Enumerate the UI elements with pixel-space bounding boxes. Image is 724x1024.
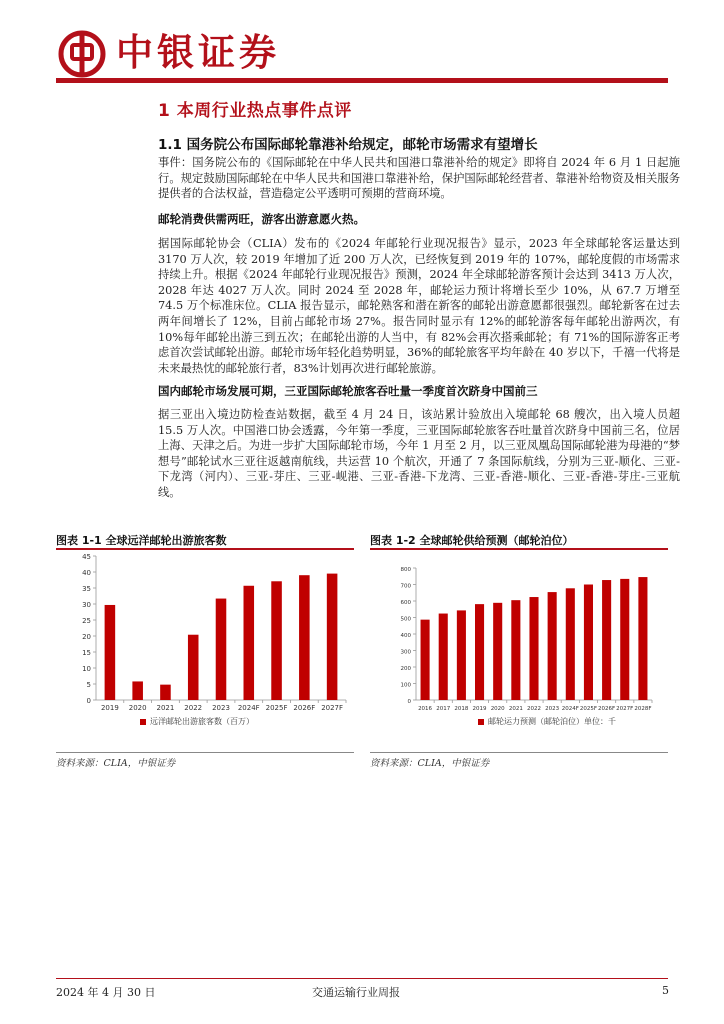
figure-1-legend-label: 远洋邮轮出游旅客数（百万） [150, 717, 254, 726]
bar-2020 [132, 681, 143, 700]
x-tick-label: 2026F [598, 706, 616, 712]
footer-page-number: 5 [662, 984, 669, 997]
bar-2017 [439, 614, 448, 700]
heading-sanya: 国内邮轮市场发展可期，三亚国际邮轮旅客吞吐量一季度首次跻身中国前三 [158, 384, 538, 398]
bar-2028F [638, 577, 647, 700]
x-tick-label: 2022 [527, 706, 541, 712]
figure-2-source: 资料来源：CLIA，中银证券 [370, 758, 490, 769]
bar-2025F [271, 581, 282, 700]
x-tick-label: 2025F [579, 706, 598, 712]
paragraph-event: 事件：国务院公布的《国际邮轮在中华人民共和国港口靠港补给的规定》即将自 2024 年 6 月 1 日起施行。规定鼓励国际邮轮在中华人民共和国港口靠港补给，保护国际邮轮经营者、靠港补给物资及相关服务提供者的合法权益，营造稳定公平透明可预期的营商环境。 [158, 156, 680, 201]
x-tick-label: 2019 [100, 704, 119, 712]
bar-2021 [511, 600, 520, 700]
y-tick-label: 15 [82, 649, 91, 657]
y-tick-label: 20 [82, 633, 91, 641]
bar-2019 [475, 604, 484, 700]
footer-report-name: 交通运输行业周报 [312, 986, 400, 999]
x-tick-label: 2019 [472, 706, 487, 712]
y-tick-label: 800 [400, 567, 411, 573]
y-tick-label: 600 [400, 600, 411, 606]
x-tick-label: 2027F [321, 704, 344, 712]
bar-2022 [529, 597, 538, 700]
x-tick-label: 2023 [212, 704, 230, 712]
x-tick-label: 2017 [436, 706, 451, 712]
bar-2023 [216, 599, 227, 700]
bar-2024F [566, 588, 575, 700]
bar-2020 [493, 603, 502, 700]
bar-2018 [457, 610, 466, 700]
bar-2025F [584, 585, 593, 701]
figure-1-bottom-rule [56, 752, 354, 753]
y-tick-label: 25 [82, 617, 91, 625]
bar-2022 [188, 635, 199, 700]
header-rule [56, 78, 668, 83]
x-tick-label: 2022 [184, 704, 203, 712]
brand-name: 中银证券 [116, 31, 280, 74]
section-subtitle: 1.1 国务院公布国际邮轮靠港补给规定，邮轮市场需求有望增长 [158, 137, 538, 153]
y-tick-label: 700 [400, 583, 411, 590]
x-tick-label: 2020 [490, 706, 505, 712]
bank-of-china-logo [58, 30, 106, 78]
legend-swatch [140, 719, 146, 725]
y-tick-label: 100 [400, 682, 411, 689]
figure-1-title: 图表 1-1 全球远洋邮轮出游旅客数 [56, 534, 227, 547]
bar-2021 [160, 685, 171, 700]
paragraph-sanya: 据三亚出入境边防检查站数据，截至 4 月 24 日，该站累计验放出入境邮轮 68 艘次，出入境人员超 15.5 万人次。中国港口协会透露，今年第一季度，三亚国际邮轮旅客吞吐量首次跻身中国前三名，位居上海、天津之后。为进一步扩大国际邮轮市场，今年 1 月至 2 月，以三亚凤凰岛国际邮轮港为母港的“梦想号”邮轮试水三亚往返越南航线，共运营 10 个航次，开通了 7 条国际航线，分别为三亚-顺化、三亚-下龙湾（河内）、三亚-芽庄、三亚-岘港、三亚-香港-下龙湾、三亚-香港-顺化、三亚-香港-芽庄-三亚航线。 [158, 408, 680, 499]
bar-2027F [620, 579, 629, 700]
x-tick-label: 2020 [128, 704, 147, 712]
footer-date: 2024 年 4 月 30 日 [56, 986, 156, 999]
bar-2023 [548, 592, 557, 700]
y-tick-label: 200 [400, 666, 411, 672]
x-tick-label: 2027F [616, 706, 634, 712]
legend-swatch [478, 719, 484, 725]
x-tick-label: 2028F [634, 706, 652, 712]
paragraph-clia: 据国际邮轮协会（CLIA）发布的《2024 年邮轮行业现况报告》显示，2023 年全球邮轮客运量达到 3170 万人次，较 2019 年增加了近 200 万人次，已经恢复到 2019 年的 107%，邮轮度假的市场需求持续上升。根据《2024 年邮轮行业现况报告》预测，2024 年全球邮轮游客预计会达到 3413 万人次，2028 年达 4027 万人次。同时 2024 至 2028 年，邮轮运力预计将增长至少 10%，从 67.7 万增至 74.5 万个标准床位。CLIA 报告显示，邮轮熟客和潜在新客的邮轮出游意愿都很强烈。邮轮新客在过去两年间增长了 12%，目前占邮轮市场 27%。报告同时显示有 12%的邮轮游客每年邮轮出游两次，有 10%每年邮轮出游三到五次；在邮轮出游的人当中，有 82%会再次搭乘邮轮；有 71%的国际游客正考虑首次尝试邮轮出游。邮轮市场年轻化趋势明显，36%的邮轮旅客平均年龄在 40 岁以下，千禧一代将是未来最热忱的邮轮旅行者，83%计划再次进行邮轮旅游。 [158, 237, 680, 375]
y-tick-label: 35 [82, 585, 91, 593]
y-tick-label: 0 [407, 699, 411, 705]
figure-1-legend [140, 716, 254, 727]
figure-1-source: 资料来源：CLIA，中银证券 [56, 758, 176, 769]
figure-2-legend-label: 邮轮运力预测（邮轮泊位）单位：千 [488, 717, 616, 726]
figure-2-title: 图表 1-2 全球邮轮供给预测（邮轮泊位） [370, 534, 574, 547]
x-tick-label: 2016 [418, 706, 433, 712]
y-tick-label: 45 [82, 553, 91, 561]
x-tick-label: 2024F [237, 704, 260, 712]
x-tick-label: 2021 [508, 706, 523, 712]
heading-demand: 邮轮消费供需两旺，游客出游意愿火热。 [158, 212, 365, 226]
bar-2026F [299, 575, 310, 700]
y-tick-label: 300 [400, 649, 411, 656]
figure-2-legend [478, 716, 616, 727]
section-title: 1 本周行业热点事件点评 [158, 101, 352, 121]
bar-2027F [327, 574, 338, 700]
y-tick-label: 5 [86, 681, 91, 689]
x-tick-label: 2021 [156, 704, 175, 712]
y-tick-label: 30 [82, 601, 91, 609]
figure-2-bottom-rule [370, 752, 668, 753]
x-tick-label: 2018 [454, 706, 469, 712]
y-tick-label: 0 [86, 697, 91, 705]
y-tick-label: 400 [400, 633, 411, 639]
x-tick-label: 2023 [545, 706, 560, 712]
bar-2016 [421, 620, 430, 700]
y-tick-label: 500 [400, 616, 411, 623]
y-tick-label: 40 [82, 569, 91, 577]
bar-2024F [244, 586, 255, 700]
bar-2026F [602, 580, 611, 700]
footer-rule [56, 978, 668, 979]
bar-2019 [105, 605, 116, 700]
x-tick-label: 2026F [293, 704, 316, 712]
x-tick-label: 2024F [561, 706, 579, 712]
x-tick-label: 2025F [265, 704, 288, 712]
y-tick-label: 10 [82, 665, 91, 673]
